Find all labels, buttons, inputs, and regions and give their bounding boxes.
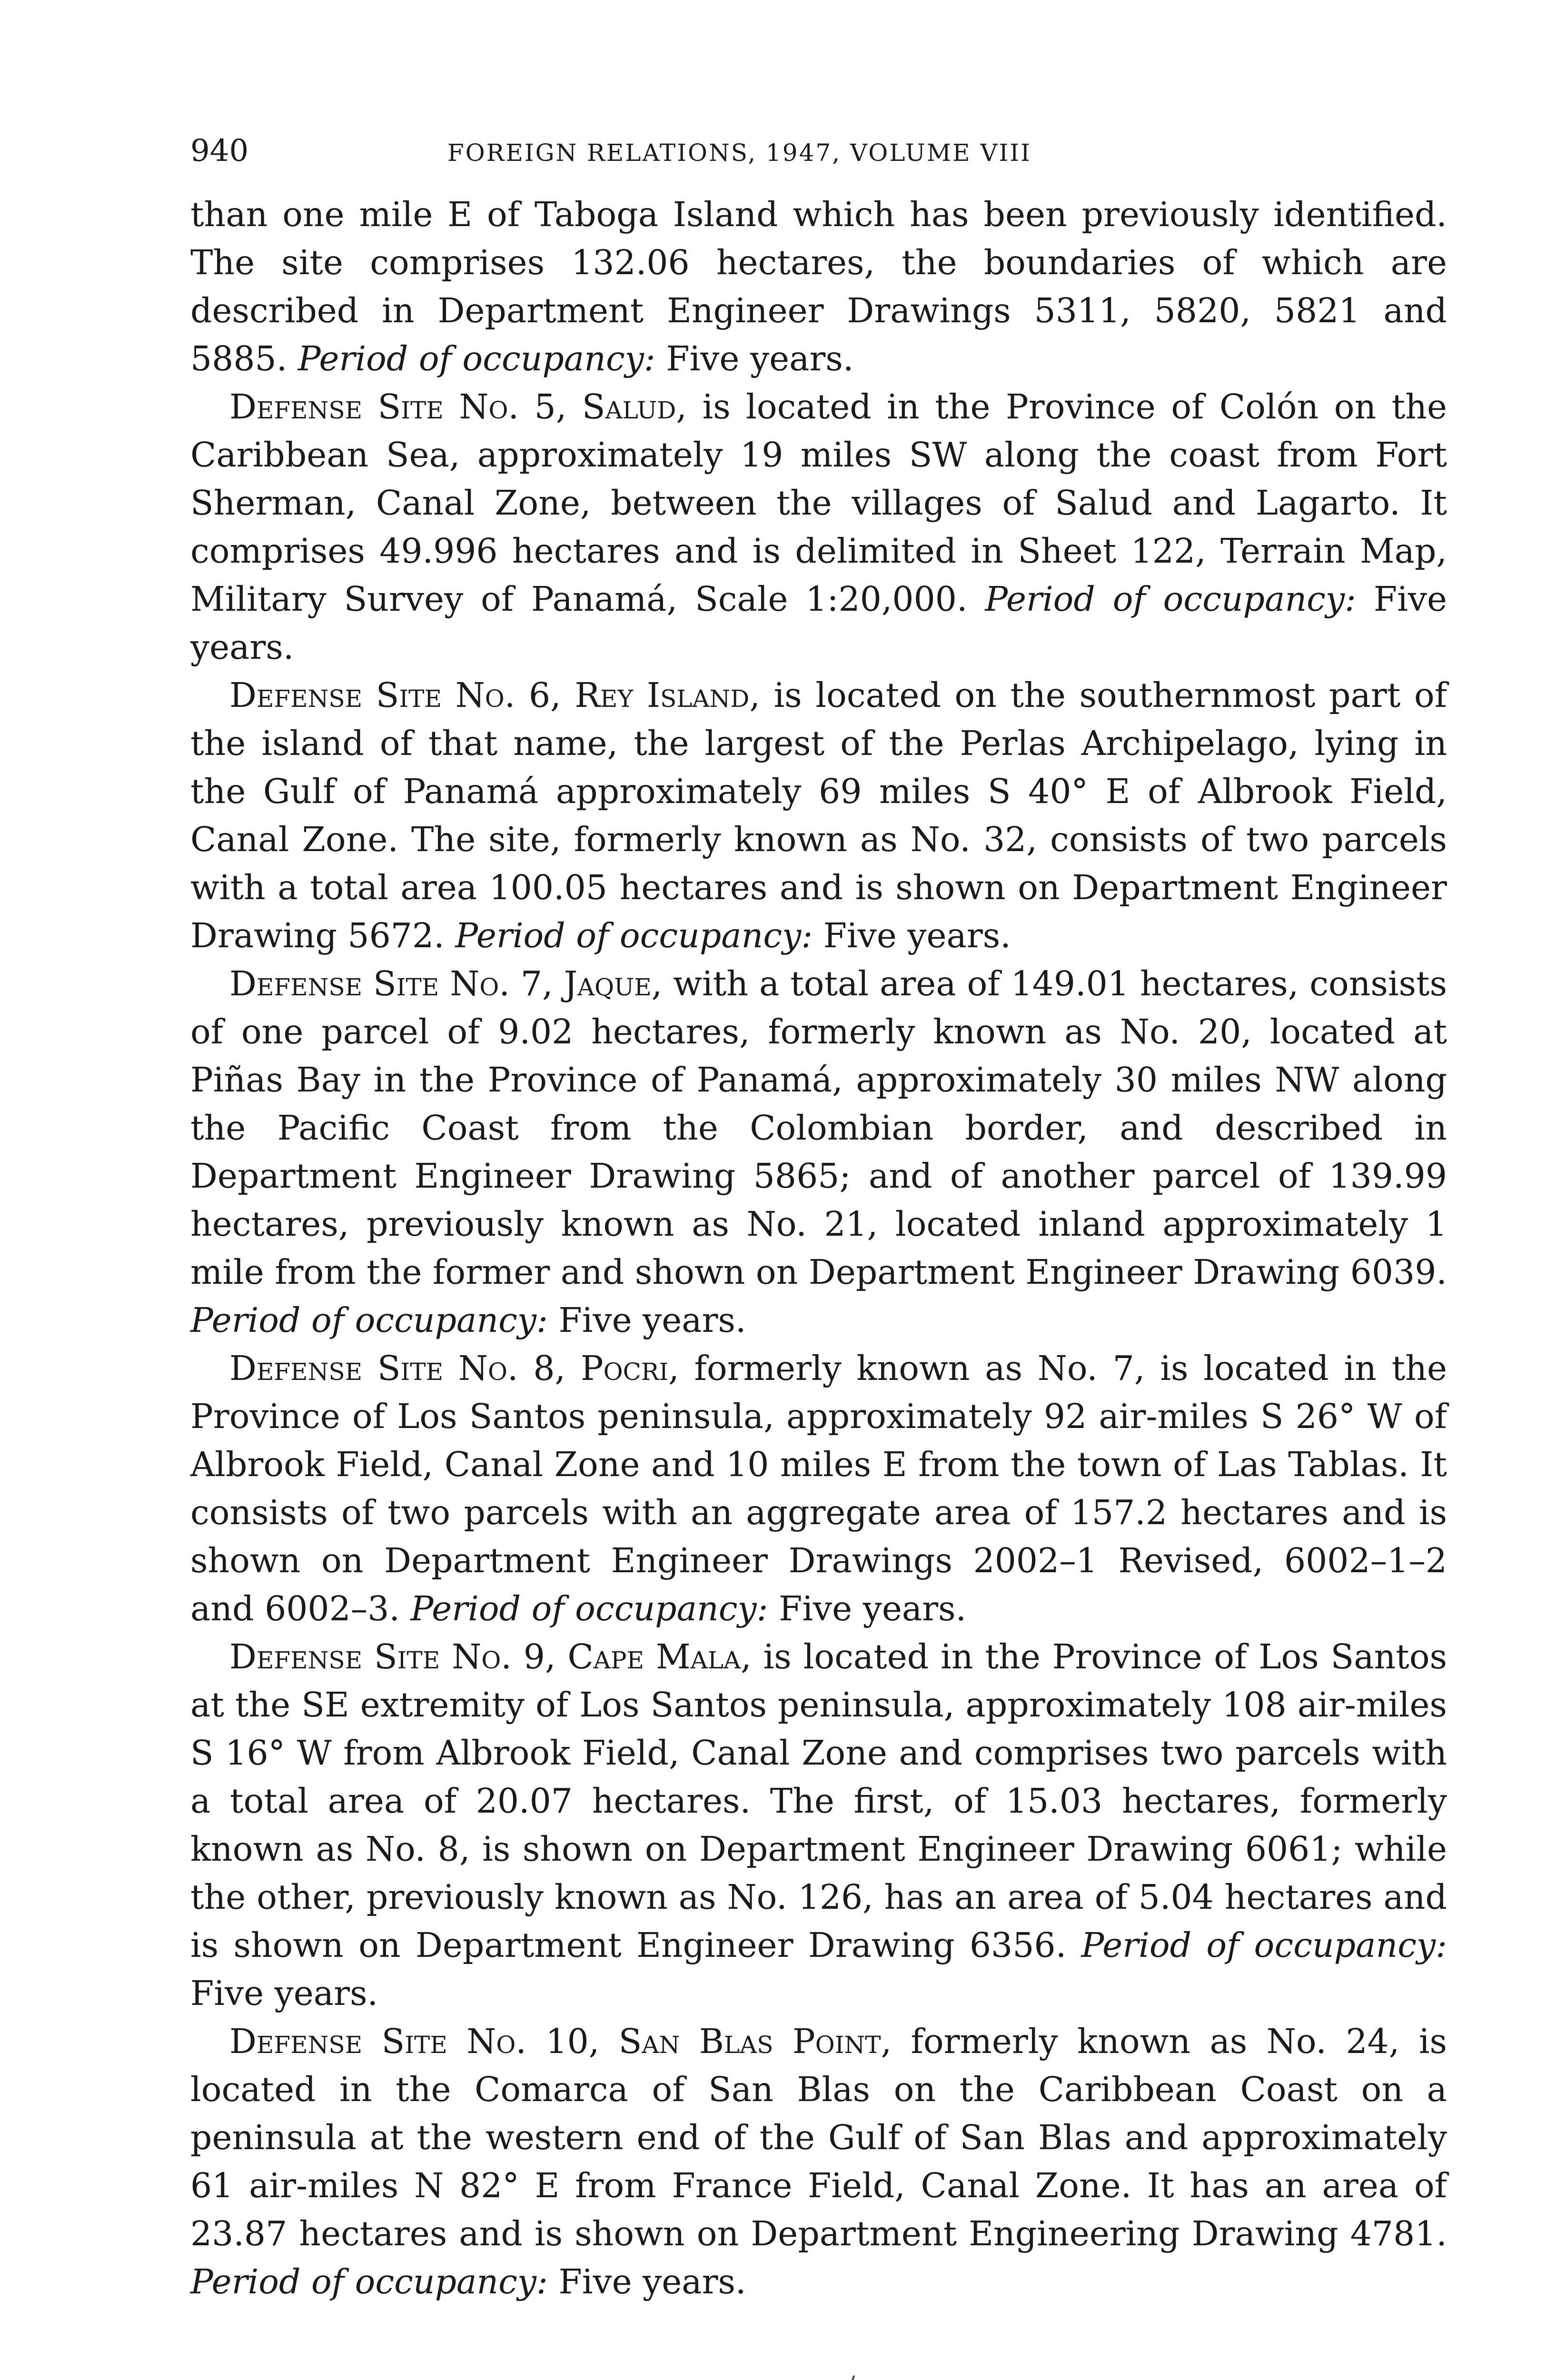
site-heading: Defense Site No. 9, Cape Mala, — [229, 1637, 752, 1676]
site-heading: Defense Site No. 5, Salud, — [229, 387, 687, 426]
period-label: Period of occupancy: — [190, 1300, 548, 1340]
site-heading: Defense Site No. 7, Jaque, — [229, 964, 663, 1003]
period-value: Five years. — [547, 1300, 746, 1340]
paragraph-text: is located on the southernmost part of the island of that name, the largest of the Perlas Archipelago, lying in the Gulf of Panamá approximately 69 miles S 40° E of Albrook Field, Canal Zone. The site, formerly known as No. 32, consists of two parcels with a total area 100.05 hectares and is shown on Department Engineer Drawing 5672. — [190, 675, 1447, 955]
stray-ink-mark — [849, 2375, 855, 2380]
period-value: Five years. — [190, 579, 1447, 667]
paragraph-text: is located in the Province of Colón on the Caribbean Sea, approximately 19 miles SW along the coast from Fort Sherman, Canal Zone, between the villages of Salud and Lagarto. It comprises 49.996 hectares and is delimited in Sheet 122, Terrain Map, Military Survey of Panamá, Scale 1:20,000. — [190, 387, 1447, 619]
page-number: 940 — [190, 133, 249, 169]
paragraph-defense-site-6 — [190, 671, 1447, 960]
site-heading: Defense Site No. 6, Rey Island, — [229, 675, 760, 715]
period-value: Five years. — [655, 339, 854, 378]
period-label: Period of occupancy: — [455, 916, 813, 955]
paragraph-continuation — [190, 190, 1447, 383]
period-label: Period of occupancy: — [1081, 1925, 1447, 1965]
period-value: Five years. — [813, 916, 1011, 955]
paragraph-text: with a total area of 149.01 hectares, consists of one parcel of 9.02 hectares, formerly known as No. 20, located at Piñas Bay in the Province of Panamá, approximately 30 miles NW along the Pacific Coast from the Colombian border, and described in Department Engineer Drawing 5865; and of another parcel of 139.99 hectares, previously known as No. 21, located inland approximately 1 mile from the former and shown on Department Engineer Drawing 6039. — [190, 964, 1447, 1292]
running-title: FOREIGN RELATIONS, 1947, VOLUME VIII — [447, 139, 1031, 167]
period-value: Five years. — [190, 1973, 378, 2013]
paragraph-defense-site-10 — [190, 2017, 1447, 2306]
paragraph-defense-site-8 — [190, 1344, 1447, 1633]
paragraph-defense-site-9 — [190, 1633, 1447, 2017]
paragraph-text: than one mile E of Taboga Island which has been previously identified. The site comprises 132.06 hectares, the boundaries of which are described in Department Engineer Drawings 5311, 5820, 5821 and 5885. — [190, 195, 1447, 378]
period-label: Period of occupancy: — [410, 1589, 768, 1628]
running-header — [190, 133, 1447, 190]
paragraph-text: is located in the Province of Los Santos at the SE extremity of Los Santos peninsula, approximately 108 air-miles S 16° W from Albrook Field, Canal Zone and comprises two parcels with a total area of 20.07 hectares. The first, of 15.03 hectares, formerly known as No. 8, is shown on Department Engineer Drawing 6061; while the other, previously known as No. 126, has an area of 5.04 hectares and is shown on Department Engineer Drawing 6356. — [190, 1637, 1447, 1965]
period-value: Five years. — [547, 2262, 746, 2301]
period-label: Period of occupancy: — [297, 339, 655, 378]
paragraph-defense-site-7 — [190, 960, 1447, 1344]
paragraph-defense-site-5 — [190, 383, 1447, 671]
period-label: Period of occupancy: — [190, 2262, 548, 2301]
period-value: Five years. — [768, 1589, 967, 1628]
paragraph-text: formerly known as No. 24, is located in the Comarca of San Blas on the Caribbean Coast on a peninsula at the western end of the Gulf of San Blas and approximately 61 air-miles N 82° E from France Field, Canal Zone. It has an area of 23.87 hectares and is shown on Department Engineering Drawing 4781. — [190, 2022, 1447, 2253]
site-heading: Defense Site No. 10, San Blas Point, — [229, 2022, 892, 2061]
document-page — [190, 133, 1447, 2306]
period-label: Period of occupancy: — [985, 579, 1356, 619]
paragraph-text: formerly known as No. 7, is located in the Province of Los Santos peninsula, approximately 92 air-miles S 26° W of Albrook Field, Canal Zone and 10 miles E from the town of Las Tablas. It consists of two parcels with an aggregate area of 157.2 hectares and is shown on Department Engineer Drawings 2002–1 Revised, 6002–1–2 and 6002–3. — [190, 1349, 1447, 1628]
site-heading: Defense Site No. 8, Pocri, — [229, 1349, 679, 1388]
